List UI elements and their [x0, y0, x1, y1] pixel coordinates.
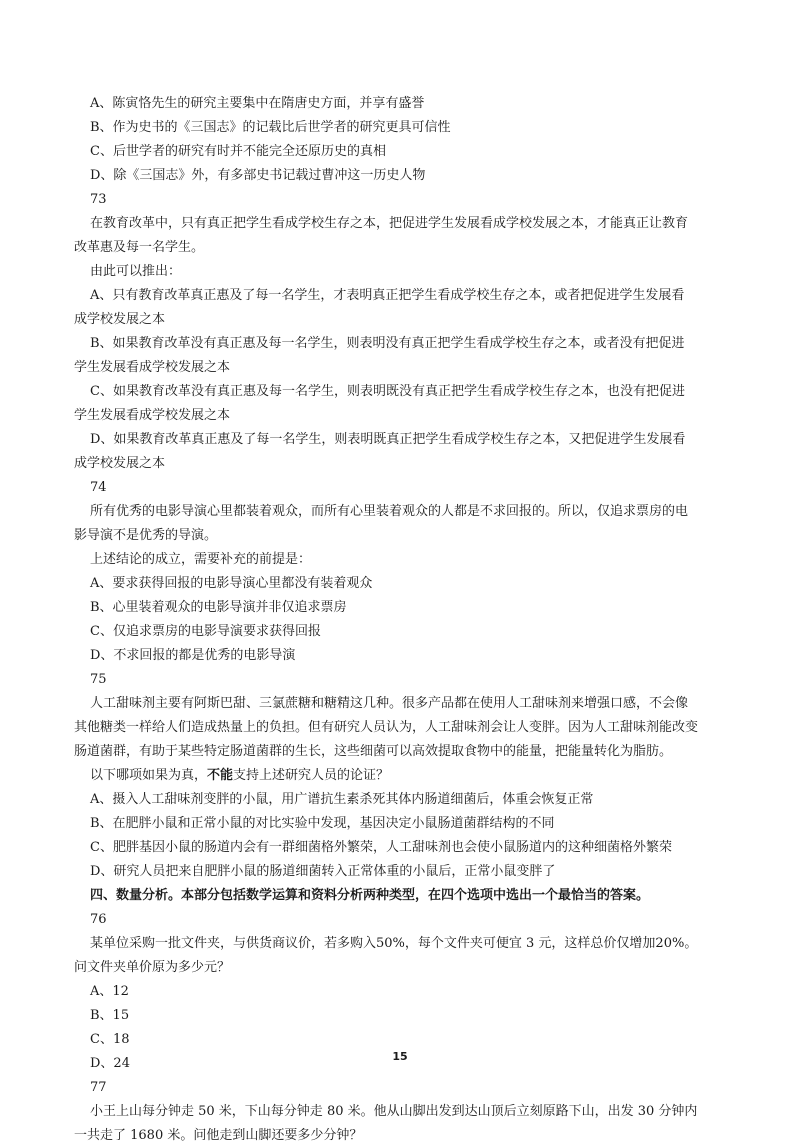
q74-option-d: D、不求回报的都是优秀的电影导演 [90, 648, 296, 663]
q73-option-c-line2: 学生发展看成学校发展之本 [74, 408, 231, 423]
q75-prompt-before: 以下哪项如果为真， [90, 768, 208, 783]
q73-option-d-line2: 成学校发展之本 [74, 456, 166, 471]
q72-option-a: A、陈寅恪先生的研究主要集中在隋唐史方面，并享有盛誉 [90, 96, 425, 111]
q73-prompt: 由此可以推出： [90, 264, 182, 279]
q75-option-a: A、摄入人工甜味剂变胖的小鼠，用广谱抗生素杀死其体内肠道细菌后，体重会恢复正常 [90, 792, 594, 807]
q74-option-c: C、仅追求票房的电影导演要求获得回报 [90, 624, 321, 639]
q75-prompt [90, 764, 738, 788]
q75-prompt-after: 支持上述研究人员的论证？ [233, 768, 390, 783]
q75-option-c: C、肥胖基因小鼠的肠道内会有一群细菌格外繁荣，人工甜味剂也会使小鼠肠道内的这种细菌格外繁荣 [90, 840, 672, 855]
q73-number: 73 [90, 192, 107, 207]
q74-option-b: B、心里装着观众的电影导演并非仅追求票房 [90, 600, 347, 615]
q75-option-d: D、研究人员把来自肥胖小鼠的肠道细菌转入正常体重的小鼠后，正常小鼠变胖了 [90, 864, 556, 879]
q73-option-d-line1: D、如果教育改革真正惠及了每一名学生，则表明既真正把学生看成学校生存之本，又把促进学生发展看 [90, 432, 686, 447]
q76-option-d: D、24 [90, 1056, 130, 1071]
q77-stem-line2: 一共走了 1680 米。问他走到山脚还要多少分钟？ [74, 1128, 363, 1143]
q73-stem-line2: 改革惠及每一名学生。 [74, 240, 205, 255]
q72-option-d: D、除《三国志》外，有多部史书记载过曹冲这一历史人物 [90, 168, 426, 183]
q76-option-a: A、12 [90, 984, 129, 999]
q73-stem-line1: 在教育改革中，只有真正把学生看成学校生存之本，把促进学生发展看成学校发展之本，才能真正让教育 [90, 216, 689, 231]
q73-option-b-line1: B、如果教育改革没有真正惠及每一名学生，则表明没有真正把学生看成学校生存之本，或者没有把促进 [90, 336, 685, 351]
q74-option-a: A、要求获得回报的电影导演心里都没有装着观众 [90, 576, 373, 591]
q76-stem-line2: 问文件夹单价原为多少元？ [74, 960, 231, 975]
q74-stem-line2: 影导演不是优秀的导演。 [74, 528, 218, 543]
q75-stem-line1: 人工甜味剂主要有阿斯巴甜、三氯蔗糖和糖精这几种。很多产品都在使用人工甜味剂来增强口感，不会像 [90, 696, 689, 711]
q75-prompt-emphasis: 不能 [207, 768, 234, 783]
q75-number: 75 [90, 672, 107, 687]
q75-stem-line3: 肠道菌群，有助于某些特定肠道菌群的生长，这些细菌可以高效提取食物中的能量，把能量转化为脂肪。 [74, 744, 673, 759]
q76-option-c: C、18 [90, 1032, 130, 1047]
q77-number: 77 [90, 1080, 107, 1095]
q76-number: 76 [90, 912, 107, 927]
q76-stem-line1: 某单位采购一批文件夹，与供货商议价，若多购入50%，每个文件夹可便宜 3 元，这样总价仅增加20%。 [90, 936, 698, 951]
q74-stem-line1: 所有优秀的电影导演心里都装着观众，而所有心里装着观众的人都是不求回报的。所以，仅追求票房的电 [90, 504, 689, 519]
q75-stem-line2: 其他糖类一样给人们造成热量上的负担。但有研究人员认为，人工甜味剂会让人变胖。因为人工甜味剂能改变 [74, 720, 699, 735]
q72-option-b: B、作为史书的《三国志》的记载比后世学者的研究更具可信性 [90, 120, 451, 135]
q73-option-a-line2: 成学校发展之本 [74, 312, 166, 327]
q76-option-b: B、15 [90, 1008, 130, 1023]
page-number: 15 [392, 1050, 408, 1063]
q73-option-c-line1: C、如果教育改革没有真正惠及每一名学生，则表明既没有真正把学生看成学校生存之本，也没有把促进 [90, 384, 685, 399]
q73-option-a-line1: A、只有教育改革真正惠及了每一名学生，才表明真正把学生看成学校生存之本，或者把促进学生发展看 [90, 288, 685, 303]
q74-prompt: 上述结论的成立，需要补充的前提是： [90, 552, 312, 567]
section-heading: 四、数量分析。本部分包括数学运算和资料分析两种类型，在四个选项中选出一个最恰当的答案。 [90, 888, 650, 903]
q75-option-b: B、在肥胖小鼠和正常小鼠的对比实验中发现，基因决定小鼠肠道菌群结构的不同 [90, 816, 555, 831]
page-content [74, 92, 738, 1148]
q73-option-b-line2: 学生发展看成学校发展之本 [74, 360, 231, 375]
q77-stem-line1: 小王上山每分钟走 50 米，下山每分钟走 80 米。他从山脚出发到达山顶后立刻原路下山，出发 30 分钟内 [90, 1104, 698, 1119]
q72-option-c: C、后世学者的研究有时并不能完全还原历史的真相 [90, 144, 386, 159]
q74-number: 74 [90, 480, 107, 495]
